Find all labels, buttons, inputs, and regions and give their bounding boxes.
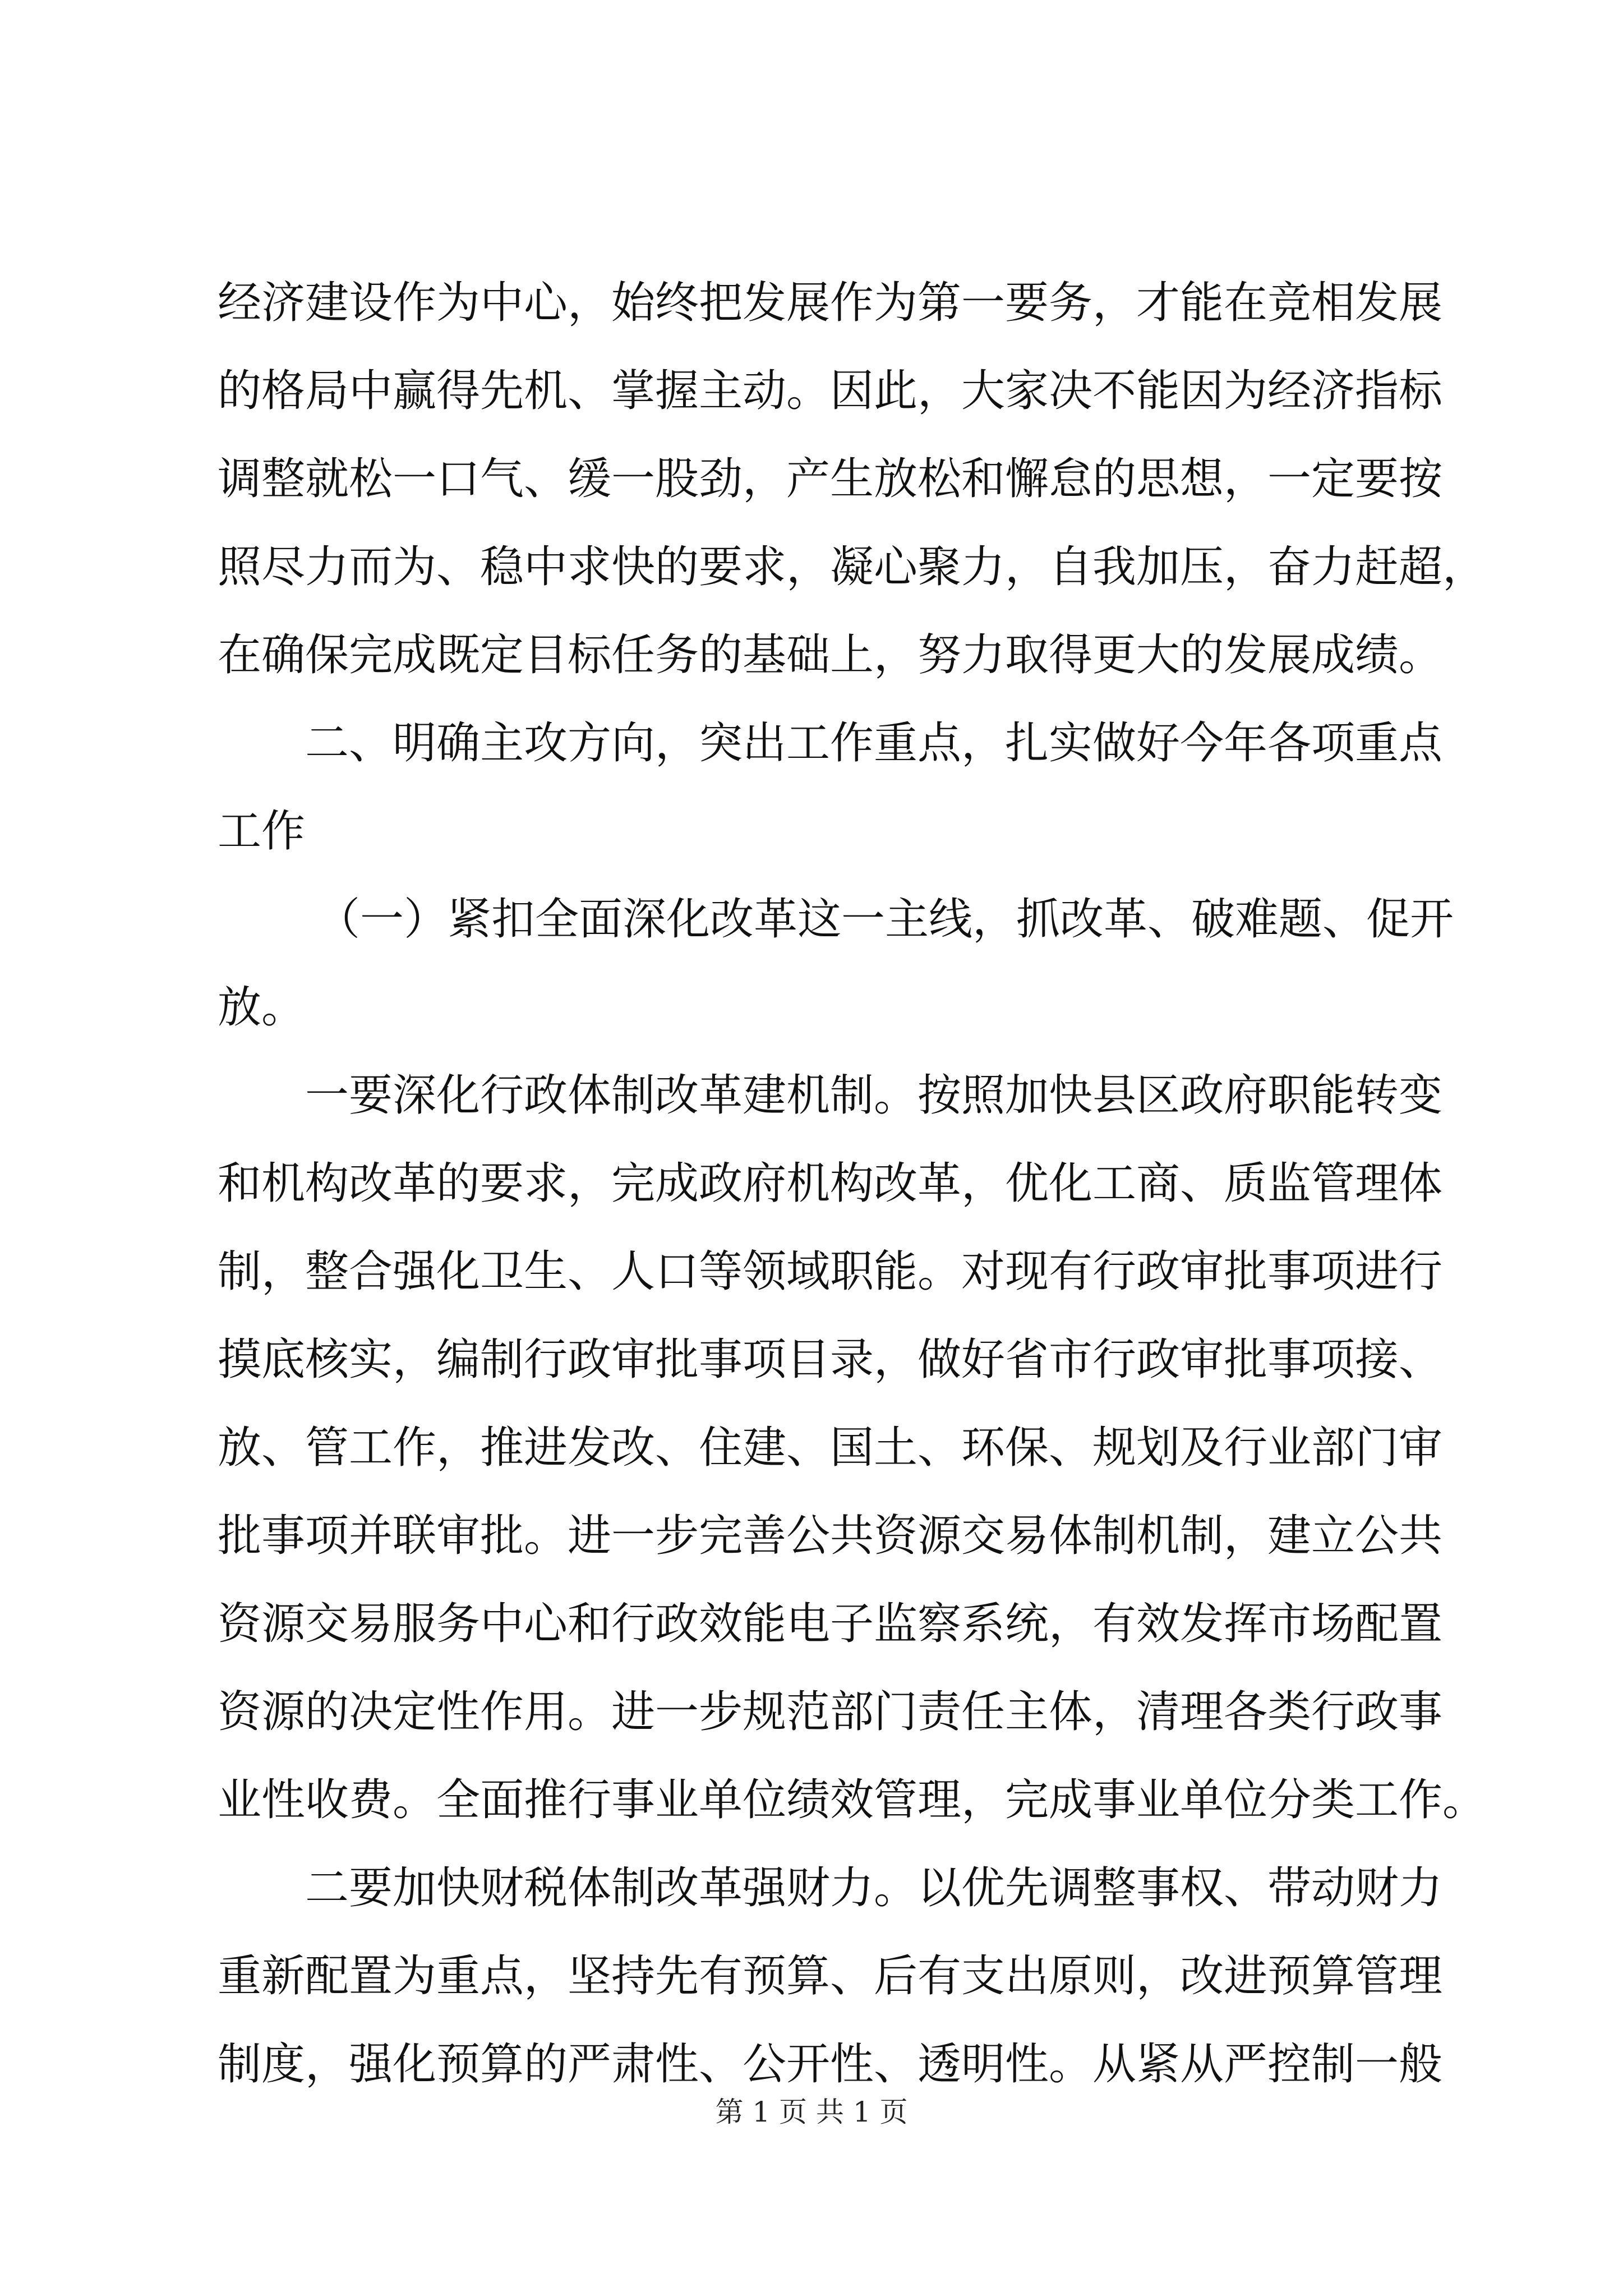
- subsection-heading: （一）紧扣全面深化改革这一主线，抓改革、破难题、促开: [316, 894, 1454, 945]
- text-line: 业性收费。全面推行事业单位绩效管理，完成事业单位分类工作。: [218, 1775, 1487, 1825]
- text-line: 的格局中赢得先机、掌握主动。因此，大家决不能因为经济指标: [218, 366, 1443, 416]
- text-line: 摸底核实，编制行政审批事项目录，做好省市行政审批事项接、: [218, 1335, 1443, 1385]
- text-line: 和机构改革的要求，完成政府机构改革，优化工商、质监管理体: [218, 1158, 1443, 1209]
- text-line: 放、管工作，推进发改、住建、国土、环保、规划及行业部门审: [218, 1423, 1443, 1473]
- text-line: 在确保完成既定目标任务的基础上，努力取得更大的发展成绩。: [218, 630, 1443, 680]
- text-line: 照尽力而为、稳中求快的要求，凝心聚力，自我加压，奋力赶超，: [218, 542, 1487, 592]
- document-body: [218, 259, 1487, 2109]
- text-line: 制，整合强化卫生、人口等领域职能。对现有行政审批事项进行: [218, 1246, 1443, 1297]
- text-line: 制度，强化预算的严肃性、公开性、透明性。从紧从严控制一般: [218, 2039, 1443, 2090]
- text-line: 调整就松一口气、缓一股劲，产生放松和懈怠的思想，一定要按: [218, 454, 1443, 504]
- text-line: 重新配置为重点，坚持先有预算、后有支出原则，改进预算管理: [218, 1951, 1443, 2001]
- text-line: 资源的决定性作用。进一步规范部门责任主体，清理各类行政事: [218, 1687, 1443, 1737]
- page-footer: 第 1 页 共 1 页: [715, 2096, 908, 2128]
- section-heading: 二、明确主攻方向，突出工作重点，扎实做好今年各项重点: [305, 718, 1443, 769]
- section-heading-continued: 工作: [218, 806, 306, 857]
- text-line: 资源交易服务中心和行政效能电子监察系统，有效发挥市场配置: [218, 1599, 1443, 1649]
- subsection-heading-continued: 放。: [218, 982, 306, 1033]
- paragraph-start: 二要加快财税体制改革强财力。以优先调整事权、带动财力: [305, 1863, 1443, 1913]
- text-line: 经济建设作为中心，始终把发展作为第一要务，才能在竞相发展: [218, 278, 1443, 328]
- text-line: 批事项并联审批。进一步完善公共资源交易体制机制，建立公共: [218, 1511, 1443, 1561]
- paragraph-start: 一要深化行政体制改革建机制。按照加快县区政府职能转变: [305, 1070, 1443, 1121]
